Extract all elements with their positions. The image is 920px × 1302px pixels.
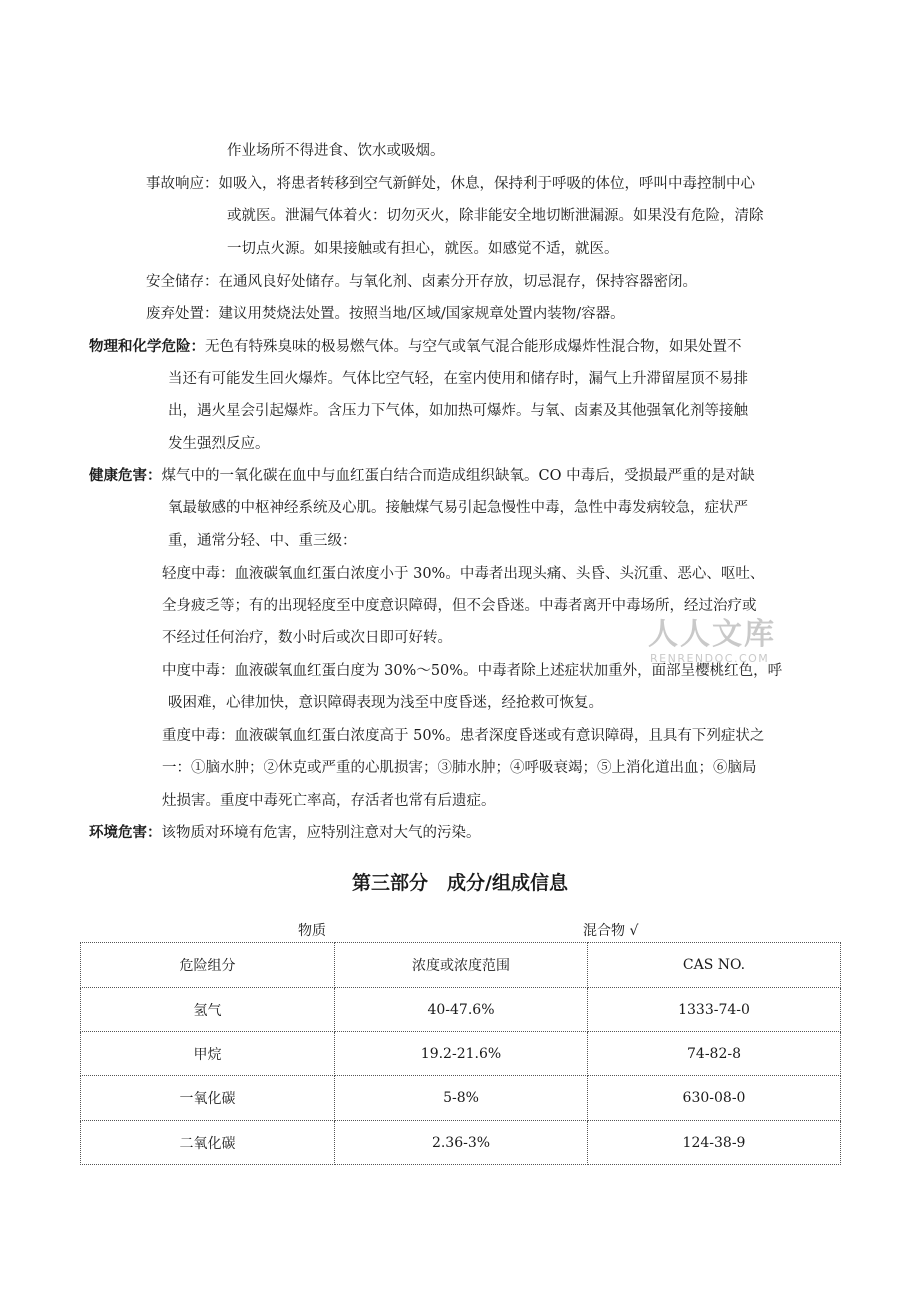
cell-component: 氢气 <box>81 988 335 1032</box>
health-hazard-label: 健康危害： <box>89 467 162 484</box>
substance-label: 物质 <box>298 923 326 939</box>
table-row <box>81 1121 841 1165</box>
health-hazard-line-1 <box>89 466 755 486</box>
severe-poisoning-line-1: 重度中毒：血液碳氧血红蛋白浓度高于 50%。患者深度昏迷或有意识障碍，且具有下列症状之 <box>162 728 765 744</box>
watermark-logo <box>648 618 776 666</box>
cell-concentration: 5-8% <box>335 1076 588 1121</box>
env-hazard-label: 环境危害： <box>89 824 162 841</box>
table-header-row <box>81 943 841 988</box>
severe-poisoning-line-2: 一：①脑水肿；②休克或严重的心肌损害；③肺水肿；④呼吸衰竭；⑤上消化道出血；⑥脑局 <box>162 760 757 776</box>
physical-hazard-line-1 <box>89 337 742 357</box>
moderate-poisoning-line-2: 吸困难，心律加快，意识障碍表现为浅至中度昏迷，经抢救可恢复。 <box>168 695 603 711</box>
table-row <box>81 1076 841 1121</box>
cell-concentration: 19.2-21.6% <box>335 1032 588 1076</box>
header-component: 危险组分 <box>81 943 335 988</box>
accident-response-line-1: 事故响应：如吸入，将患者转移到空气新鲜处，休息，保持利于呼吸的体位，呼叫中毒控制中心 <box>146 176 755 192</box>
moderate-poisoning-line-1: 中度中毒：血液碳氧血红蛋白度为 30%～50%。中毒者除上述症状加重外，面部呈樱桃红色，呼 <box>162 663 783 679</box>
env-hazard-line <box>89 823 481 843</box>
mild-poisoning-line-3: 不经过任何治疗，数小时后或次日即可好转。 <box>162 630 452 646</box>
cell-component: 二氧化碳 <box>81 1121 335 1165</box>
physical-hazard-line-4: 发生强烈反应。 <box>168 436 270 452</box>
cell-concentration: 40-47.6% <box>335 988 588 1032</box>
cell-component: 一氧化碳 <box>81 1076 335 1121</box>
table-row <box>81 988 841 1032</box>
health-hazard-line-3: 重，通常分轻、中、重三级： <box>168 533 357 549</box>
watermark-brand: 人人文库 <box>648 617 776 652</box>
cell-cas: 630-08-0 <box>588 1076 841 1121</box>
mild-poisoning-line-1: 轻度中毒：血液碳氧血红蛋白浓度小于 30%。中毒者出现头痛、头昏、头沉重、恶心、呕吐、 <box>162 566 765 582</box>
accident-response-line-2: 或就医。泄漏气体着火：切勿灭火，除非能安全地切断泄漏源。如果没有危险，清除 <box>227 208 764 224</box>
severe-poisoning-line-3: 灶损害。重度中毒死亡率高，存活者也常有后遗症。 <box>162 793 496 809</box>
cell-component: 甲烷 <box>81 1032 335 1076</box>
prevention-line-end: 作业场所不得进食、饮水或吸烟。 <box>227 143 445 159</box>
cell-cas: 124-38-9 <box>588 1121 841 1165</box>
accident-response-line-3: 一切点火源。如果接触或有担心，就医。如感觉不适，就医。 <box>227 241 619 257</box>
cell-concentration: 2.36-3% <box>335 1121 588 1165</box>
disposal-line: 废弃处置：建议用焚烧法处置。按照当地/区域/国家规章处置内装物/容器。 <box>146 306 625 322</box>
env-hazard-text: 该物质对环境有危害，应特别注意对大气的污染。 <box>161 825 481 841</box>
header-concentration: 浓度或浓度范围 <box>335 943 588 988</box>
physical-hazard-line-2: 当还有可能发生回火爆炸。气体比空气轻，在室内使用和储存时，漏气上升滞留屋顶不易排 <box>168 371 748 387</box>
health-hazard-line-2: 氧最敏感的中枢神经系统及心肌。接触煤气易引起急慢性中毒，急性中毒发病较急，症状严 <box>168 500 748 516</box>
cell-cas: 74-82-8 <box>588 1032 841 1076</box>
mixture-label: 混合物 √ <box>583 923 639 939</box>
table-row <box>81 1032 841 1076</box>
composition-table <box>80 942 841 1165</box>
health-hazard-text-1: 煤气中的一氧化碳在血中与血红蛋白结合而造成组织缺氧。CO 中毒后，受损最严重的是对缺 <box>161 468 755 484</box>
physical-hazard-text-1: 无色有特殊臭味的极易燃气体。与空气或氧气混合能形成爆炸性混合物，如果处置不 <box>205 339 742 355</box>
mild-poisoning-line-2: 全身疲乏等；有的出现轻度至中度意识障碍，但不会昏迷。中毒者离开中毒场所，经过治疗或 <box>162 598 757 614</box>
physical-hazard-label: 物理和化学危险： <box>89 338 205 355</box>
section-title: 第三部分 成分/组成信息 <box>352 872 568 894</box>
physical-hazard-line-3: 出，遇火星会引起爆炸。含压力下气体，如加热可爆炸。与氧、卤素及其他强氧化剂等接触 <box>168 403 748 419</box>
cell-cas: 1333-74-0 <box>588 988 841 1032</box>
header-cas: CAS NO. <box>588 943 841 988</box>
safe-storage-line: 安全储存：在通风良好处储存。与氧化剂、卤素分开存放，切忌混存，保持容器密闭。 <box>146 274 697 290</box>
watermark-domain: RENRENDOC.COM <box>650 652 770 665</box>
